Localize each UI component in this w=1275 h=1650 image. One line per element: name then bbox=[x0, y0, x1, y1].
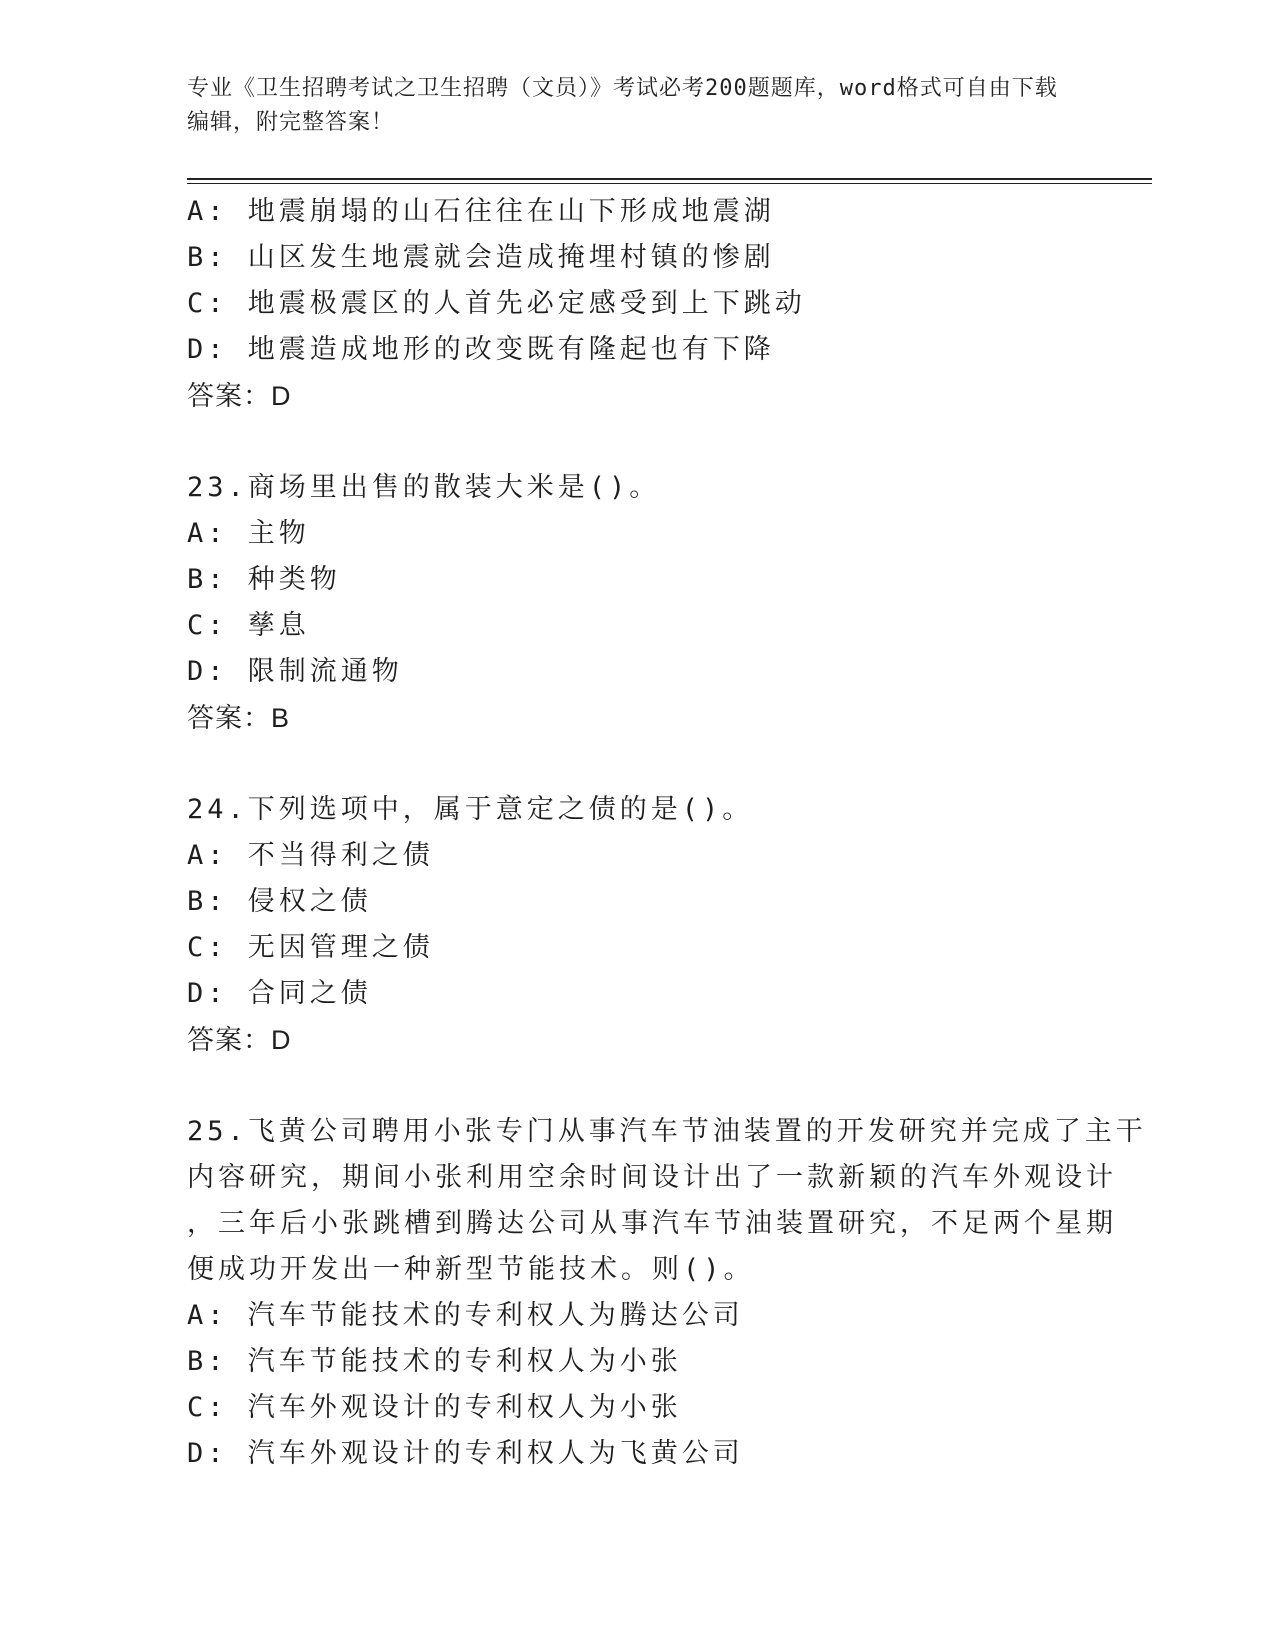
question-23-block bbox=[187, 465, 1087, 741]
option-c: C: 汽车外观设计的专利权人为小张 bbox=[187, 1392, 682, 1423]
header-divider-thick bbox=[187, 178, 1152, 180]
spacer bbox=[187, 419, 1087, 465]
option-b: B: 侵权之债 bbox=[187, 886, 372, 917]
option-d: D: 合同之债 bbox=[187, 978, 372, 1009]
answer: 答案：B bbox=[187, 703, 291, 733]
question-content bbox=[187, 189, 1147, 1477]
answer: 答案：D bbox=[187, 1025, 292, 1055]
question-stem-line: 25.飞黄公司聘用小张专门从事汽车节油装置的开发研究并完成了主干 bbox=[187, 1116, 1147, 1147]
option-c: C: 无因管理之债 bbox=[187, 932, 434, 963]
option-d: D: 地震造成地形的改变既有隆起也有下降 bbox=[187, 334, 775, 365]
option-a: A: 汽车节能技术的专利权人为腾达公司 bbox=[187, 1300, 744, 1331]
document-header: 专业《卫生招聘考试之卫生招聘（文员）》考试必考200题题库，word格式可自由下载编辑，附完整答案！ bbox=[187, 76, 1058, 135]
spacer bbox=[187, 1063, 1087, 1109]
option-b: B: 种类物 bbox=[187, 564, 341, 595]
option-b: B: 汽车节能技术的专利权人为小张 bbox=[187, 1346, 682, 1377]
header-divider-thin bbox=[187, 183, 1152, 184]
option-a: A: 主物 bbox=[187, 518, 310, 549]
option-b: B: 山区发生地震就会造成掩埋村镇的惨剧 bbox=[187, 242, 775, 273]
question-25-block bbox=[187, 1109, 1147, 1477]
spacer bbox=[187, 741, 1087, 787]
question-24-block bbox=[187, 787, 1087, 1063]
option-a: A: 地震崩塌的山石往往在山下形成地震湖 bbox=[187, 196, 775, 227]
option-c: C: 孳息 bbox=[187, 610, 310, 641]
answer: 答案：D bbox=[187, 381, 292, 411]
question-22-block bbox=[187, 189, 1087, 419]
question-stem-line: 便成功开发出一种新型节能技术。则()。 bbox=[187, 1254, 755, 1285]
option-d: D: 汽车外观设计的专利权人为飞黄公司 bbox=[187, 1438, 744, 1469]
question-stem: 23.商场里出售的散装大米是()。 bbox=[187, 472, 661, 503]
option-a: A: 不当得利之债 bbox=[187, 840, 434, 871]
question-stem: 24.下列选项中，属于意定之债的是()。 bbox=[187, 794, 754, 825]
question-stem-line: 内容研究，期间小张利用空余时间设计出了一款新颖的汽车外观设计 bbox=[187, 1162, 1117, 1193]
question-stem-line: ，三年后小张跳槽到腾达公司从事汽车节油装置研究，不足两个星期 bbox=[187, 1208, 1117, 1239]
option-d: D: 限制流通物 bbox=[187, 656, 403, 687]
option-c: C: 地震极震区的人首先必定感受到上下跳动 bbox=[187, 288, 806, 319]
